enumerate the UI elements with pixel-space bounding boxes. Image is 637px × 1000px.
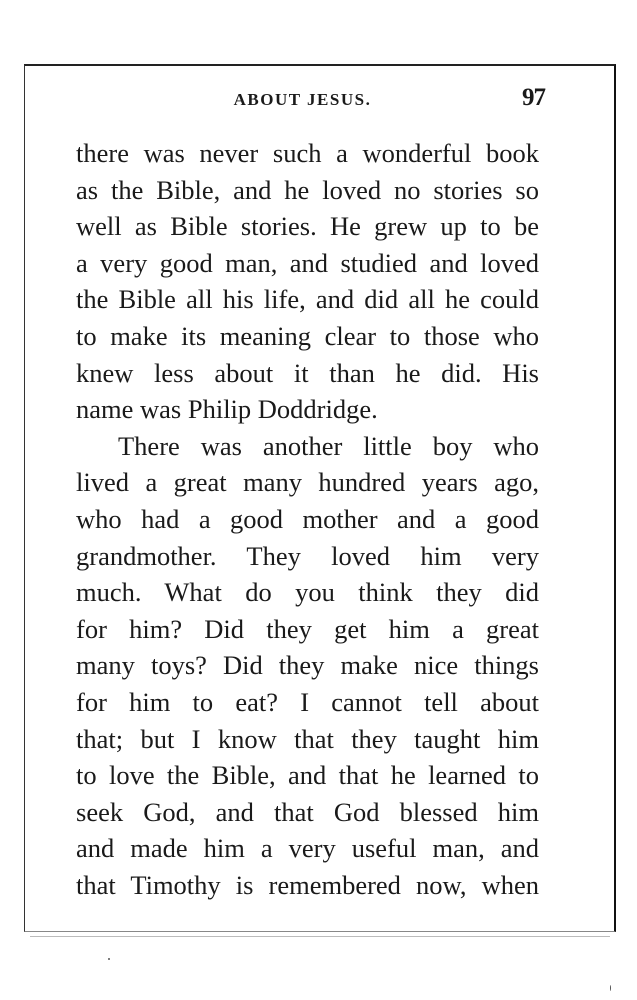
text-line: as the Bible, and he loved no stories so [76,174,539,205]
text-line: lived a great many hundred years ago, [76,467,539,498]
text-line: for him? Did they get him a great [76,613,539,644]
text-line: that Timothy is remembered now, when [76,869,539,900]
text-line: many toys? Did they make nice things [76,650,539,681]
text-line: seek God, and that God blessed him [76,796,539,827]
text-line: the Bible all his life, and did all he could [76,284,539,315]
text-line: a very good man, and studied and loved [76,247,539,278]
text-line: who had a good mother and a good [76,503,539,534]
print-speck [108,958,110,960]
text-line-paragraph-start: There was another little boy who [118,430,539,461]
running-head [0,84,637,114]
body-text [76,135,539,903]
text-line: for him to eat? I cannot tell about [76,686,539,717]
text-line: and made him a very useful man, and [76,833,539,864]
text-line: there was never such a wonderful book [76,138,539,168]
text-line: grandmother. They loved him very [76,540,539,571]
text-line: that; but I know that they taught him [76,723,539,754]
text-line: name was Philip Doddridge. [76,394,378,425]
page-border-shadow [30,936,610,937]
text-line: much. What do you think they did [76,577,539,608]
text-line: well as Bible stories. He grew up to be [76,211,539,242]
running-head-title: ABOUT JESUS. [233,90,372,109]
text-line: knew less about it than he did. His [76,357,539,388]
page-number: 97 [522,84,545,111]
print-speck [610,985,611,991]
text-line: to make its meaning clear to those who [76,320,539,351]
text-line: to love the Bible, and that he learned to [76,760,539,791]
